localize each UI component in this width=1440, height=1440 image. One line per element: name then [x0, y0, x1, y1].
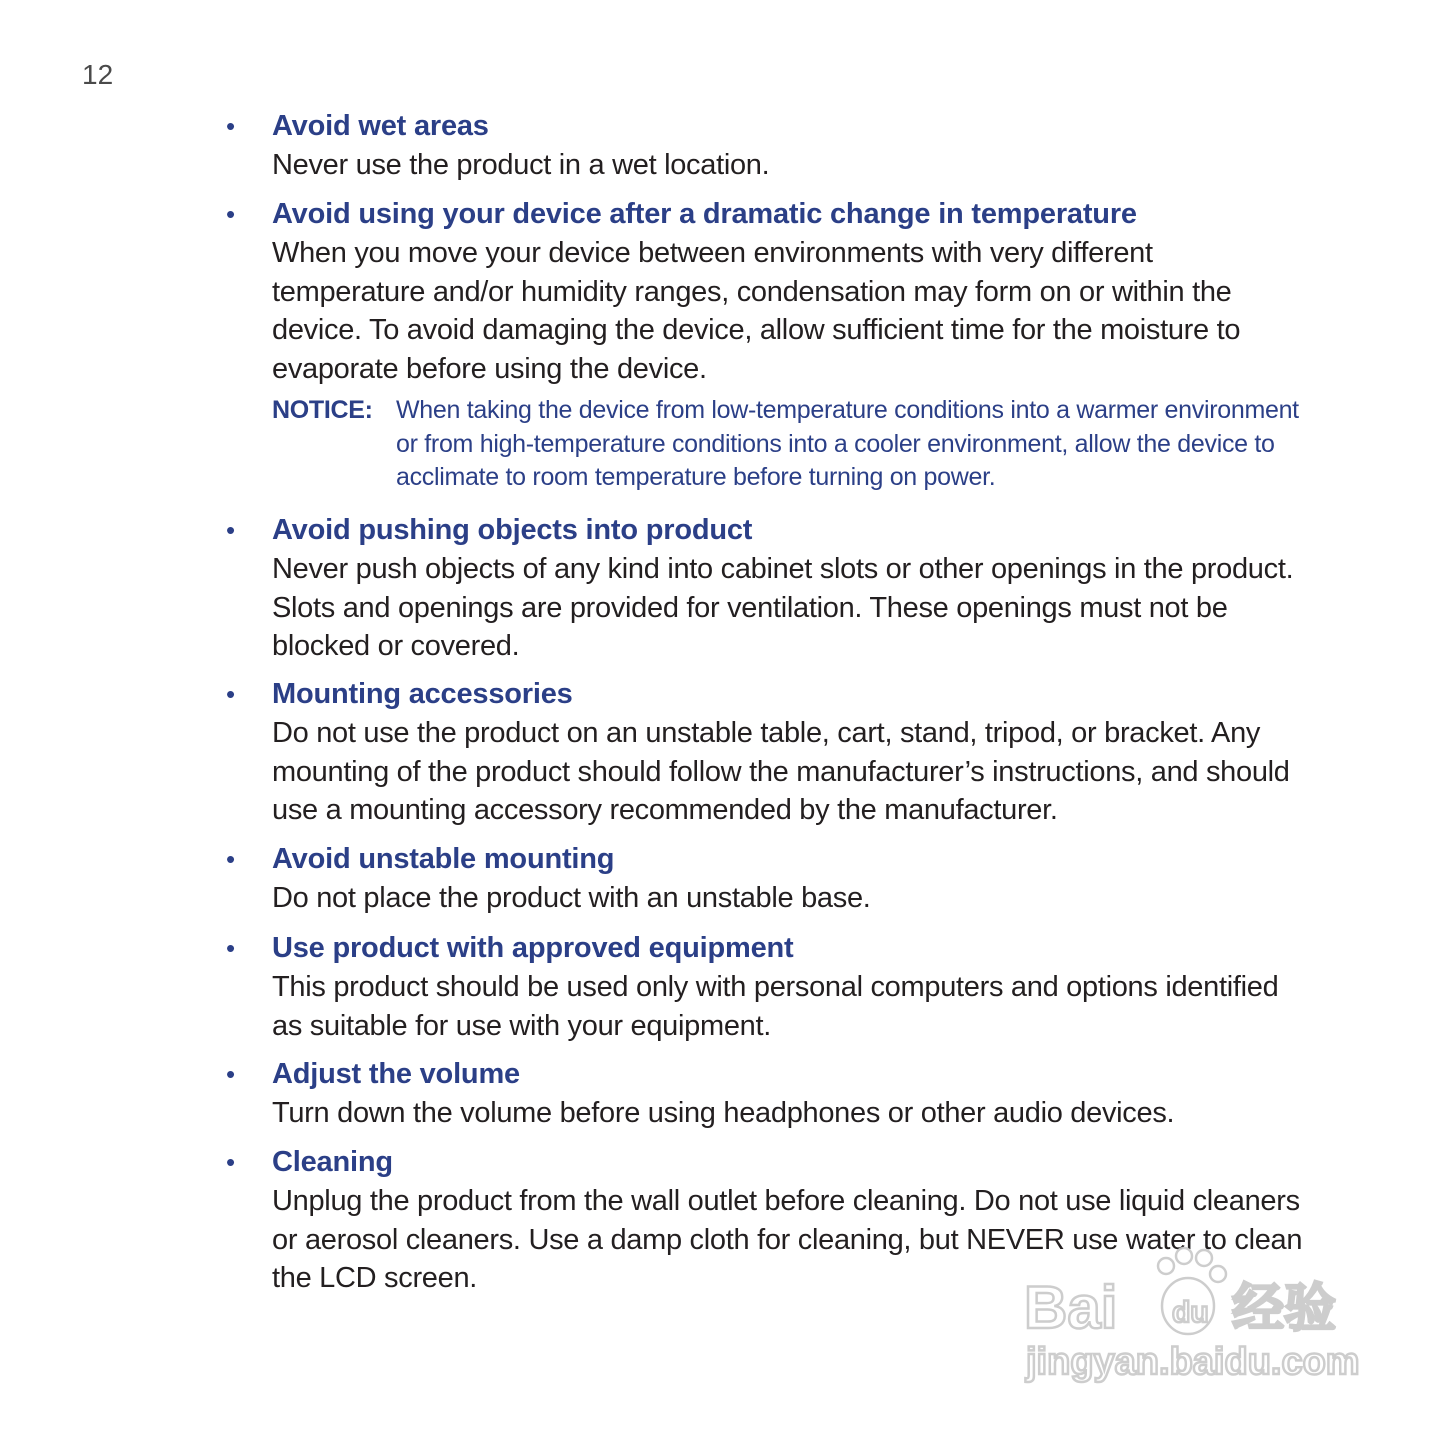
- watermark-url-text: jingyan.baidu.com: [1026, 1341, 1360, 1383]
- bullet-icon: •: [226, 1147, 236, 1177]
- bullet-icon: •: [226, 844, 236, 874]
- notice-box: [272, 394, 1312, 495]
- item-body: Do not place the product with an unstable base.: [272, 882, 871, 914]
- bullet-icon: •: [226, 933, 236, 963]
- item-title: Avoid pushing objects into product: [272, 514, 753, 546]
- item-title: Adjust the volume: [272, 1058, 520, 1090]
- watermark-paw-toe: [1196, 1250, 1212, 1266]
- list-item: [222, 194, 1312, 510]
- baidu-watermark-logo: [1020, 1228, 1360, 1388]
- safety-list: [222, 106, 1312, 1298]
- item-title: Use product with approved equipment: [272, 932, 794, 964]
- page-number: 12: [82, 59, 114, 90]
- list-item: [222, 674, 1312, 839]
- watermark-paw-toe: [1210, 1266, 1226, 1282]
- item-title: Mounting accessories: [272, 678, 573, 710]
- watermark-du-text: du: [1172, 1296, 1209, 1329]
- item-body: Never use the product in a wet location.: [272, 149, 770, 181]
- item-title: Cleaning: [272, 1146, 393, 1178]
- bullet-icon: •: [226, 679, 236, 709]
- watermark-paw-toe: [1176, 1248, 1192, 1264]
- item-body: Do not use the product on an unstable table, cart, stand, tripod, or bracket. Any mounting of the product should follow the manufacturer’s instructions, and should use a mounting accessory recommended by the manufacturer.: [272, 717, 1290, 826]
- bullet-icon: •: [226, 111, 236, 141]
- list-item: [222, 1054, 1312, 1142]
- notice-text: When taking the device from low-temperature conditions into a warmer environment or from high-temperature conditions into a cooler environment, allow the device to acclimate to room temperature before turning on power.: [396, 396, 1299, 491]
- item-body: When you move your device between environments with very different temperature and/or humidity ranges, condensation may form on or within the device. To avoid damaging the device, allow sufficient time for the moisture to evaporate before using the device.: [272, 237, 1241, 385]
- bullet-icon: •: [226, 1059, 236, 1089]
- list-item: [222, 839, 1312, 928]
- list-item: [222, 106, 1312, 194]
- list-item: [222, 928, 1312, 1054]
- notice-label: NOTICE:: [272, 396, 373, 424]
- bullet-icon: •: [226, 515, 236, 545]
- watermark-brand-text: Bai: [1024, 1274, 1118, 1341]
- item-title: Avoid using your device after a dramatic change in temperature: [272, 198, 1137, 230]
- item-title: Avoid unstable mounting: [272, 843, 615, 875]
- bullet-icon: •: [226, 199, 236, 229]
- item-body: Never push objects of any kind into cabinet slots or other openings in the product. Slots and openings are provided for ventilation. These openings must not be blocked or covered.: [272, 553, 1294, 662]
- item-body: Turn down the volume before using headphones or other audio devices.: [272, 1097, 1175, 1129]
- list-item: [222, 510, 1312, 674]
- item-title: Avoid wet areas: [272, 110, 489, 142]
- watermark-jingyan-text: 经验: [1232, 1279, 1337, 1339]
- item-body: Unplug the product from the wall outlet before cleaning. Do not use liquid cleaners or aerosol cleaners. Use a damp cloth for cleaning, but NEVER use water to clean the LCD screen.: [272, 1185, 1303, 1294]
- watermark-paw-toe: [1158, 1258, 1174, 1274]
- item-body: This product should be used only with personal computers and options identified as suitable for use with your equipment.: [272, 971, 1279, 1042]
